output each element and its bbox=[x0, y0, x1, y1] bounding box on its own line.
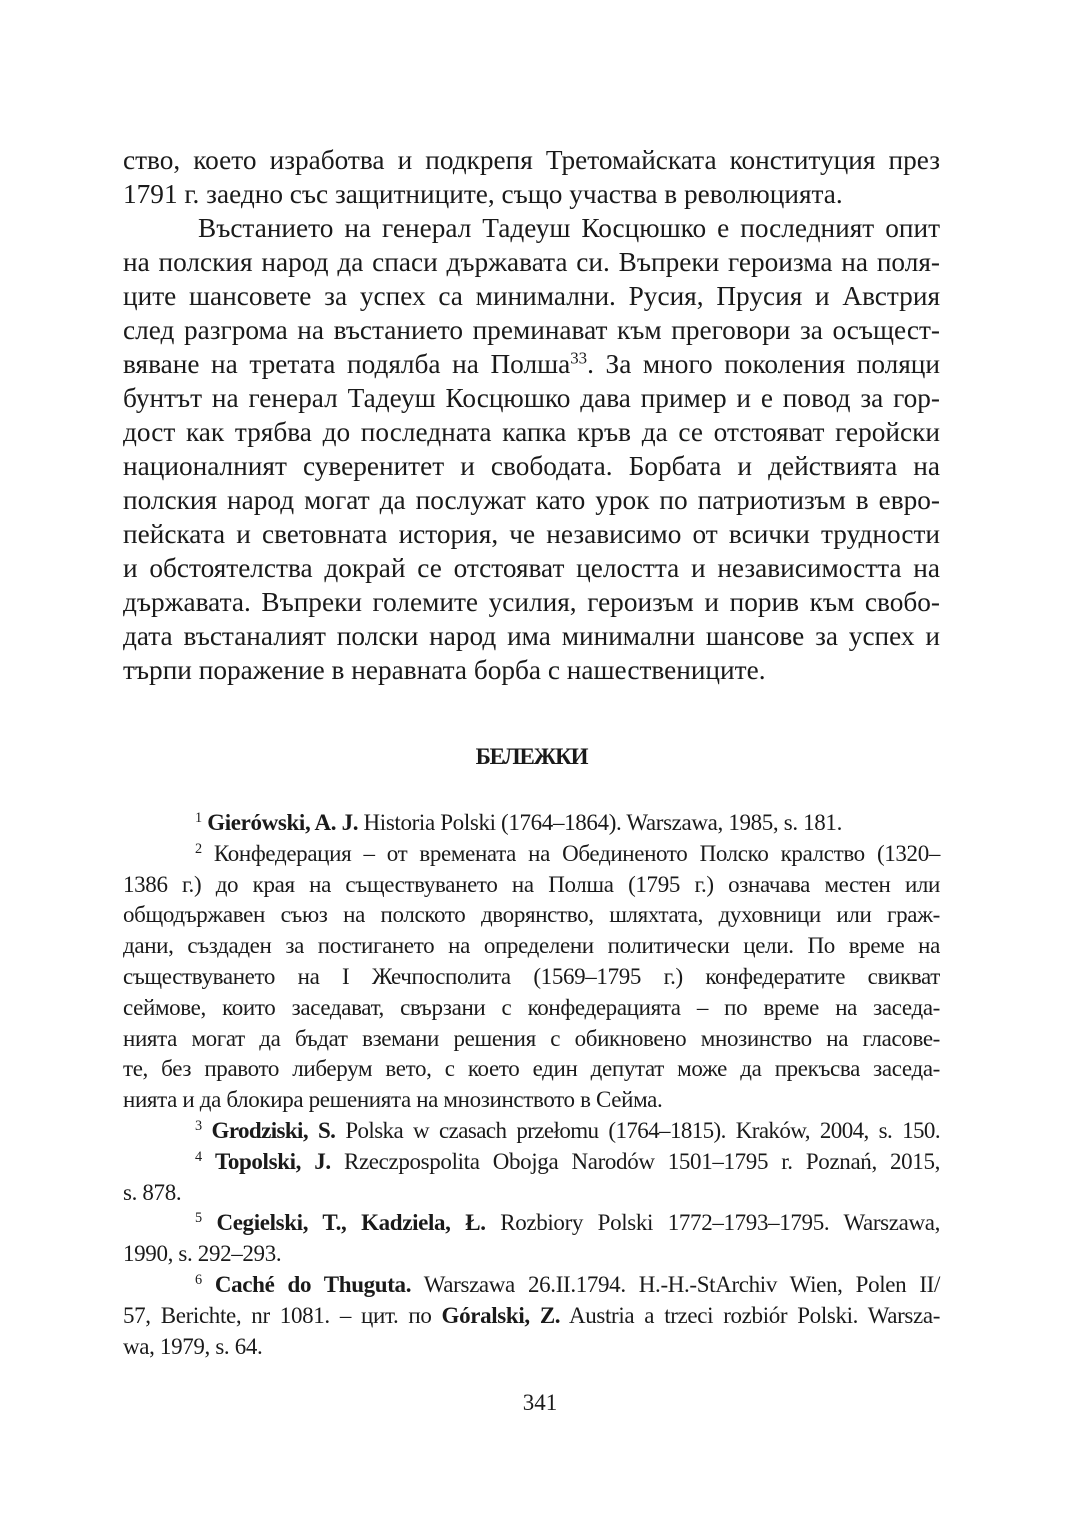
footnote-2 bbox=[123, 839, 940, 870]
footnote-number: 6 bbox=[195, 1272, 202, 1289]
footnote-5 bbox=[123, 1208, 940, 1239]
main-text bbox=[123, 143, 940, 687]
footnote-3 bbox=[123, 1116, 940, 1147]
notes-heading: БЕЛЕЖКИ bbox=[475, 744, 588, 769]
footnote-line: нията могат да бъдат вземани решения с обикновено мнозинство на гласове- bbox=[123, 1025, 940, 1051]
footnote-number: 4 bbox=[195, 1148, 202, 1165]
footnote-6 bbox=[123, 1270, 940, 1301]
footnote-ref-33[interactable]: 33 bbox=[570, 348, 588, 368]
text-line: държавата. Въпреки големите усилия, героизъм и порив към свобо- bbox=[123, 587, 940, 617]
text-line: Въстанието на генерал Тадеуш Косцюшко е последният опит bbox=[198, 213, 940, 243]
footnote-1 bbox=[123, 808, 940, 839]
footnote-line: wa, 1979, s. 64. bbox=[123, 1333, 263, 1359]
text-line: ство, което изработва и подкрепя Третомайската конституция през bbox=[123, 145, 940, 175]
text-line: дост как трябва до последната капка кръв да се отстояват геройски bbox=[123, 417, 940, 447]
footnote-text: Historia Polski (1764–1864). Warszawa, 1985, s. 181. bbox=[358, 810, 842, 835]
footnote-text: Austria a trzeci rozbiór Polski. Warsza- bbox=[560, 1302, 941, 1328]
text-line: бунтът на генерал Тадеуш Косцюшко дава пример и е повод за гор- bbox=[123, 383, 940, 413]
footnote-author: Topolski, J. bbox=[214, 1148, 331, 1174]
footnote-number: 3 bbox=[195, 1118, 202, 1135]
footnote-number: 1 bbox=[195, 810, 202, 827]
page-number: 341 bbox=[522, 1390, 558, 1415]
text-line: на полския народ да спаси държавата си. Въпреки героизма на поля- bbox=[123, 247, 940, 277]
text-line bbox=[123, 347, 940, 381]
footnote-number: 2 bbox=[195, 840, 202, 857]
footnote-4 bbox=[123, 1147, 940, 1178]
text-line: ците шансовете за успех са минимални. Русия, Прусия и Австрия bbox=[123, 281, 940, 311]
footnote-line: сеймове, които заседават, свързани с конфедерацията – по време на заседа- bbox=[123, 994, 940, 1020]
footnote-text: Rozbiory Polski 1772–1793–1795. Warszawa, bbox=[485, 1210, 940, 1236]
footnote-text: Конфедерация – от времената на Обединеното Полско кралство (1320– bbox=[201, 840, 940, 866]
footnote-line: дани, създаден за постигането на определени политически цели. По време на bbox=[123, 933, 940, 959]
footnote-author: Gierówski, A. J. bbox=[207, 810, 359, 835]
text-line: и обстоятелства докрай се отстояват целостта и независимостта на bbox=[123, 553, 940, 583]
footnote-author: Caché do Thuguta. bbox=[214, 1271, 412, 1297]
footnote-author: Cegielski, T., Kadziela, Ł. bbox=[216, 1210, 486, 1236]
footnote-line: те, без правото либерум вето, с което един депутат може да прекъсва заседа- bbox=[123, 1056, 940, 1082]
text-line: 1791 г. заедно със защитниците, също участва в революцията. bbox=[123, 179, 843, 209]
footnote-text: Polska w czasach przełomu (1764–1815). Kraków, 2004, s. 150. bbox=[335, 1117, 940, 1143]
text-line: пейската и световната история, че независимо от всички трудности bbox=[123, 519, 940, 549]
footnote-text: Warszawa 26.II.1794. H.-H.-StArchiv Wien, Polen II/ bbox=[411, 1271, 941, 1297]
text-line: след разгрома на въстанието преминават към преговори за осъщест- bbox=[123, 315, 940, 345]
footnote-line bbox=[123, 1301, 940, 1332]
footnotes bbox=[123, 808, 940, 1362]
footnote-line: s. 878. bbox=[123, 1179, 182, 1205]
footnote-text: Rzeczpospolita Obojga Narodów 1501–1795 r. Poznań, 2015, bbox=[330, 1148, 941, 1174]
text-line: търпи поражение в неравната борба с нашествениците. bbox=[123, 655, 766, 685]
footnote-text: 57, Berichte, nr 1081. – цит. по bbox=[123, 1302, 442, 1328]
footnote-line: общодържавен съюз на полското дворянство, шляхтата, духовници или граж- bbox=[123, 902, 940, 928]
footnote-line: нията и да блокира решенията на мнозинството в Сейма. bbox=[123, 1087, 663, 1113]
text-segment: . За много поколения поляци bbox=[587, 349, 941, 379]
text-segment: вяване на третата подялба на Полша bbox=[123, 349, 571, 379]
footnote-line: 1386 г.) до края на съществуването на Полша (1795 г.) означава местен или bbox=[123, 871, 940, 897]
footnote-line: съществуването на I Жечпосполита (1569–1795 г.) конфедератите свикват bbox=[123, 963, 940, 989]
footnote-author: Góralski, Z. bbox=[441, 1302, 561, 1328]
footnote-line: 1990, s. 292–293. bbox=[123, 1241, 282, 1267]
text-line: националният суверенитет и свободата. Борбата и действията на bbox=[123, 451, 940, 481]
text-line: полския народ могат да послужат като урок по патриотизъм в евро- bbox=[123, 485, 940, 515]
text-line: дата въстаналият полски народ има минимални шансове за успех и bbox=[123, 621, 940, 651]
footnote-author: Grodziski, S. bbox=[211, 1117, 336, 1143]
footnote-number: 5 bbox=[195, 1210, 202, 1227]
